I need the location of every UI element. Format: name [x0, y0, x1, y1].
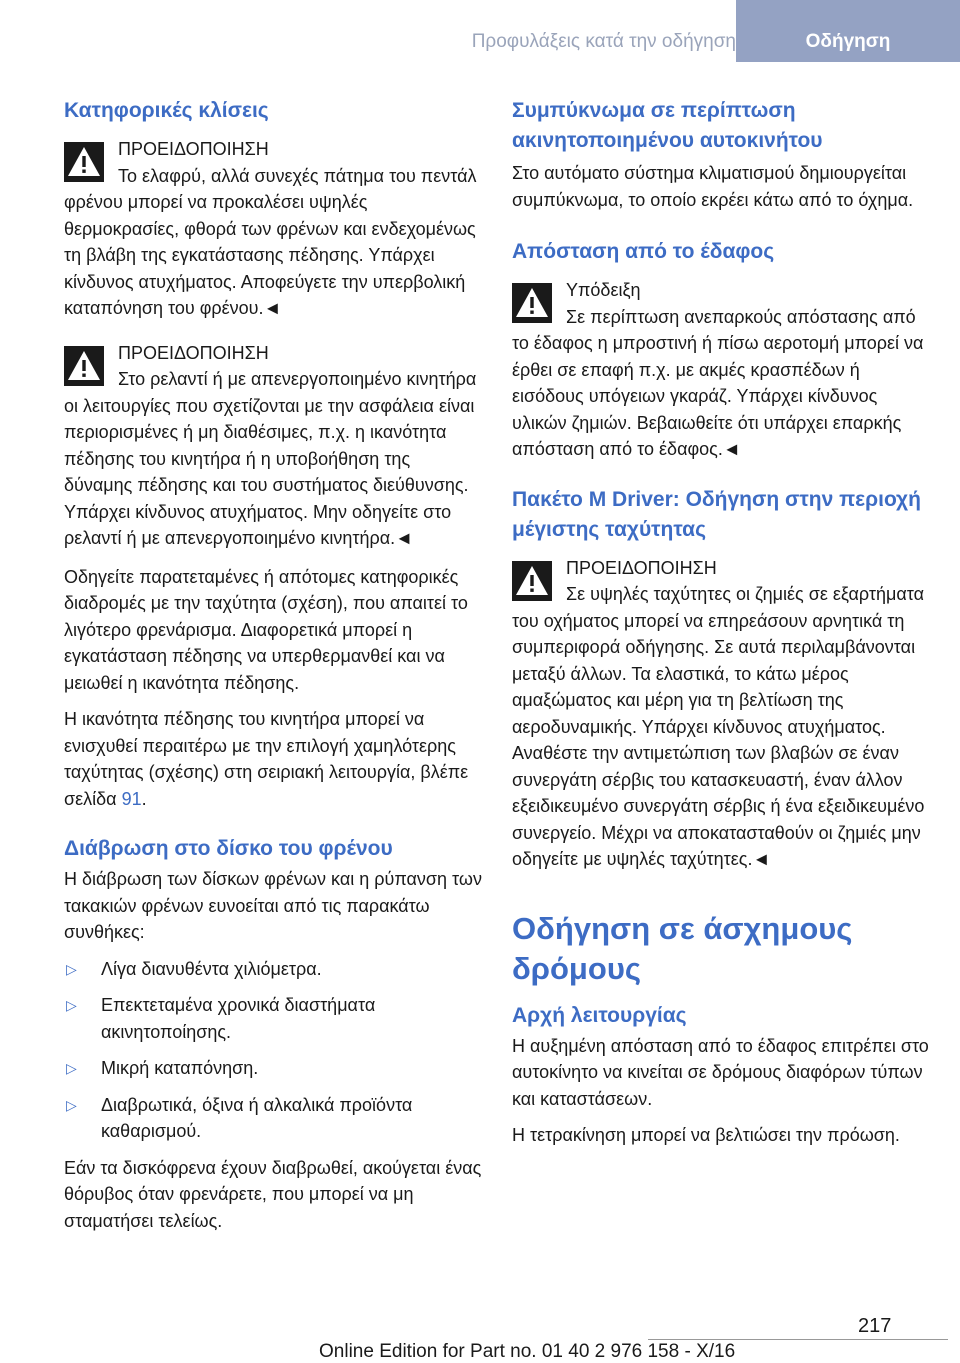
warning-text: Το ελαφρύ, αλλά συνεχές πάτημα του πεντάλ φρένου μπορεί να προκαλέσει υψηλές θερμοκρασίες, φθορά των φρένων και ενδεχομένως τη βλάβη της εγκατάστασης πέδησης. Υπάρχει κίνδυνος ατυχήματος. Αποφεύγετε την υπερβολική καταπόνηση του φρένου.◄ [64, 165, 477, 318]
paragraph: Στο αυτόματο σύστημα κλιματισμού δημιουργείται συμπύκνωμα, το οποίο εκρέει κάτω από το όχημα. [512, 163, 914, 210]
note-text: Σε περίπτωση ανεπαρκούς απόστασης από το έδαφος η μπροστινή ή πίσω αεροτομή μπορεί να έρθει σε επαφή π.χ. με ακμές κρασπέδων ή εισόδους υπόγειων γκαράζ. Υπάρχει κίνδυνος υλικών ζημιών. Βεβαιωθείτε ότι υπάρχει επαρκής απόσταση από το έδαφος.◄ [512, 306, 924, 459]
warning-block [512, 555, 930, 873]
warning-icon [512, 561, 552, 601]
list-item-text: Λίγα διανυθέντα χιλιόμετρα. [101, 958, 322, 979]
right-column [512, 96, 930, 1159]
warning-title: ΠΡΟΕΙΔΟΠΟΙΗΣΗ [118, 139, 269, 159]
paragraph: Η τετρακίνηση μπορεί να βελτιώσει την πρόωση. [512, 1125, 900, 1145]
warning-icon [64, 346, 104, 386]
paragraph-text: Η ικανότητα πέδησης του κινητήρα μπορεί να ενισχυθεί περαιτέρω με την επιλογή χαμηλότερης ταχύτητας (σχέσης) στη σειριακή λειτουργία, βλέπε σελίδα [64, 709, 469, 809]
list-item-text: Μικρή καταπόνηση. [101, 1058, 259, 1078]
triangle-bullet-icon: ▷ [66, 997, 77, 1013]
bullet-list [64, 956, 482, 1145]
warning-block [64, 340, 482, 552]
list-item [64, 956, 482, 983]
warning-title: ΠΡΟΕΙΔΟΠΟΙΗΣΗ [118, 342, 269, 363]
header-section-title: Προφυλάξεις κατά την οδήγηση [471, 31, 736, 52]
list-item-text: Διαβρωτικά, όξινα ή αλκαλικά προϊόντα καθαρισμού. [101, 1094, 413, 1141]
list-item [64, 1055, 482, 1082]
note-title: Υπόδειξη [566, 280, 641, 300]
triangle-bullet-icon: ▷ [66, 1060, 77, 1076]
warning-block [64, 136, 482, 322]
paragraph: Η διάβρωση των δίσκων φρένων και η ρύπανση των τακακιών φρένων ευνοείται από τις παρακάτω συνθήκες: [64, 869, 482, 942]
left-column [64, 96, 482, 1244]
heading-ground-clearance: Απόσταση από το έδαφος [512, 240, 775, 263]
heading-downhill: Κατηφορικές κλίσεις [64, 99, 269, 122]
page-link[interactable]: 91 [121, 788, 142, 809]
header-chapter-tab[interactable]: Οδήγηση [736, 0, 960, 62]
list-item [64, 1092, 482, 1145]
page-number: 217 [858, 1315, 892, 1337]
note-block [512, 277, 930, 463]
heading-rough-roads: Οδήγηση σε άσχημους δρόμους [512, 910, 853, 986]
list-item [64, 992, 482, 1045]
heading-m-driver: Πακέτο M Driver: Οδήγηση στην περιοχή μέγιστης ταχύτητας [512, 487, 921, 541]
footer-divider [648, 1339, 948, 1340]
warning-text: Σε υψηλές ταχύτητες οι ζημιές σε εξαρτήματα του οχήματος μπορεί να επηρεάσουν αρνητικά τη συμπεριφορά οδήγησης. Σε αυτά περιλαμβάνονται μεταξύ άλλων. Τα ελαστικά, το κάτω μέρος αμαξώματος και μέρη για τη βελτίωση της αεροδυναμικής. Υπάρχει κίνδυνος ατυχήματος. Αναθέστε την αντιμετώπιση των βλαβών σε έναν συνεργάτη σέρβις του κατασκευαστή, έναν άλλον εξειδικευμένο συνεργάτη σέρβις ή ένα εξειδικευμένο συνεργείο. Μέχρι να αποκατασταθούν οι ζημιές μην οδηγείτε με υψηλές ταχύτητες.◄ [512, 584, 925, 869]
heading-corrosion: Διάβρωση στο δίσκο του φρένου [64, 837, 393, 860]
warning-text: Στο ρελαντί ή με απενεργοποιημένο κινητήρα οι λειτουργίες που σχετίζονται με την ασφάλεια είναι περιορισμένες ή μη διαθέσιμες, π.χ. η ικανότητα πέδησης του κινητήρα ή η υποβοήθηση της δύναμης πέδησης και του συστήματος διεύθυνσης. Υπάρχει κίνδυνος ατυχήματος. Μην οδηγείτε στο ρελαντί ή με απενεργοποιημένο κινητήρα.◄ [64, 369, 477, 548]
warning-icon [64, 142, 104, 182]
list-item-text: Επεκτεταμένα χρονικά διαστήματα ακινητοποίησης. [101, 995, 376, 1042]
triangle-bullet-icon: ▷ [66, 1096, 77, 1113]
paragraph: Η αυξημένη απόσταση από το έδαφος επιτρέπει στο αυτοκίνητο να κινείται σε δρόμους διαφόρων τύπων και καταστάσεων. [512, 1035, 929, 1109]
warning-icon [512, 283, 552, 323]
warning-title: ΠΡΟΕΙΔΟΠΟΙΗΣΗ [566, 557, 717, 578]
heading-condensate: Συμπύκνωμα σε περίπτωση ακινητοποιημένου αυτοκινήτου [512, 99, 823, 152]
paragraph: Οδηγείτε παρατεταμένες ή απότομες κατηφορικές διαδρομές με την ταχύτητα (σχέση), που απαιτεί το λιγότερο φρενάρισμα. Διαφορετικά μπορεί η εγκατάσταση πέδησης να υπερθερμανθεί και να μειωθεί η ικανότητα πέδησης. [64, 566, 468, 693]
page-header [0, 0, 960, 62]
heading-principle: Αρχή λειτουργίας [512, 1003, 687, 1027]
triangle-bullet-icon: ▷ [66, 960, 77, 977]
paragraph: Εάν τα δισκόφρενα έχουν διαβρωθεί, ακούγεται ένας θόρυβος όταν φρενάρετε, που μπορεί να μη σταματήσει τελείως. [64, 1157, 482, 1231]
edition-note: Online Edition for Part no. 01 40 2 976 158 - X/16 [319, 1341, 736, 1362]
paragraph-end: . [141, 788, 147, 809]
paragraph [64, 706, 482, 812]
